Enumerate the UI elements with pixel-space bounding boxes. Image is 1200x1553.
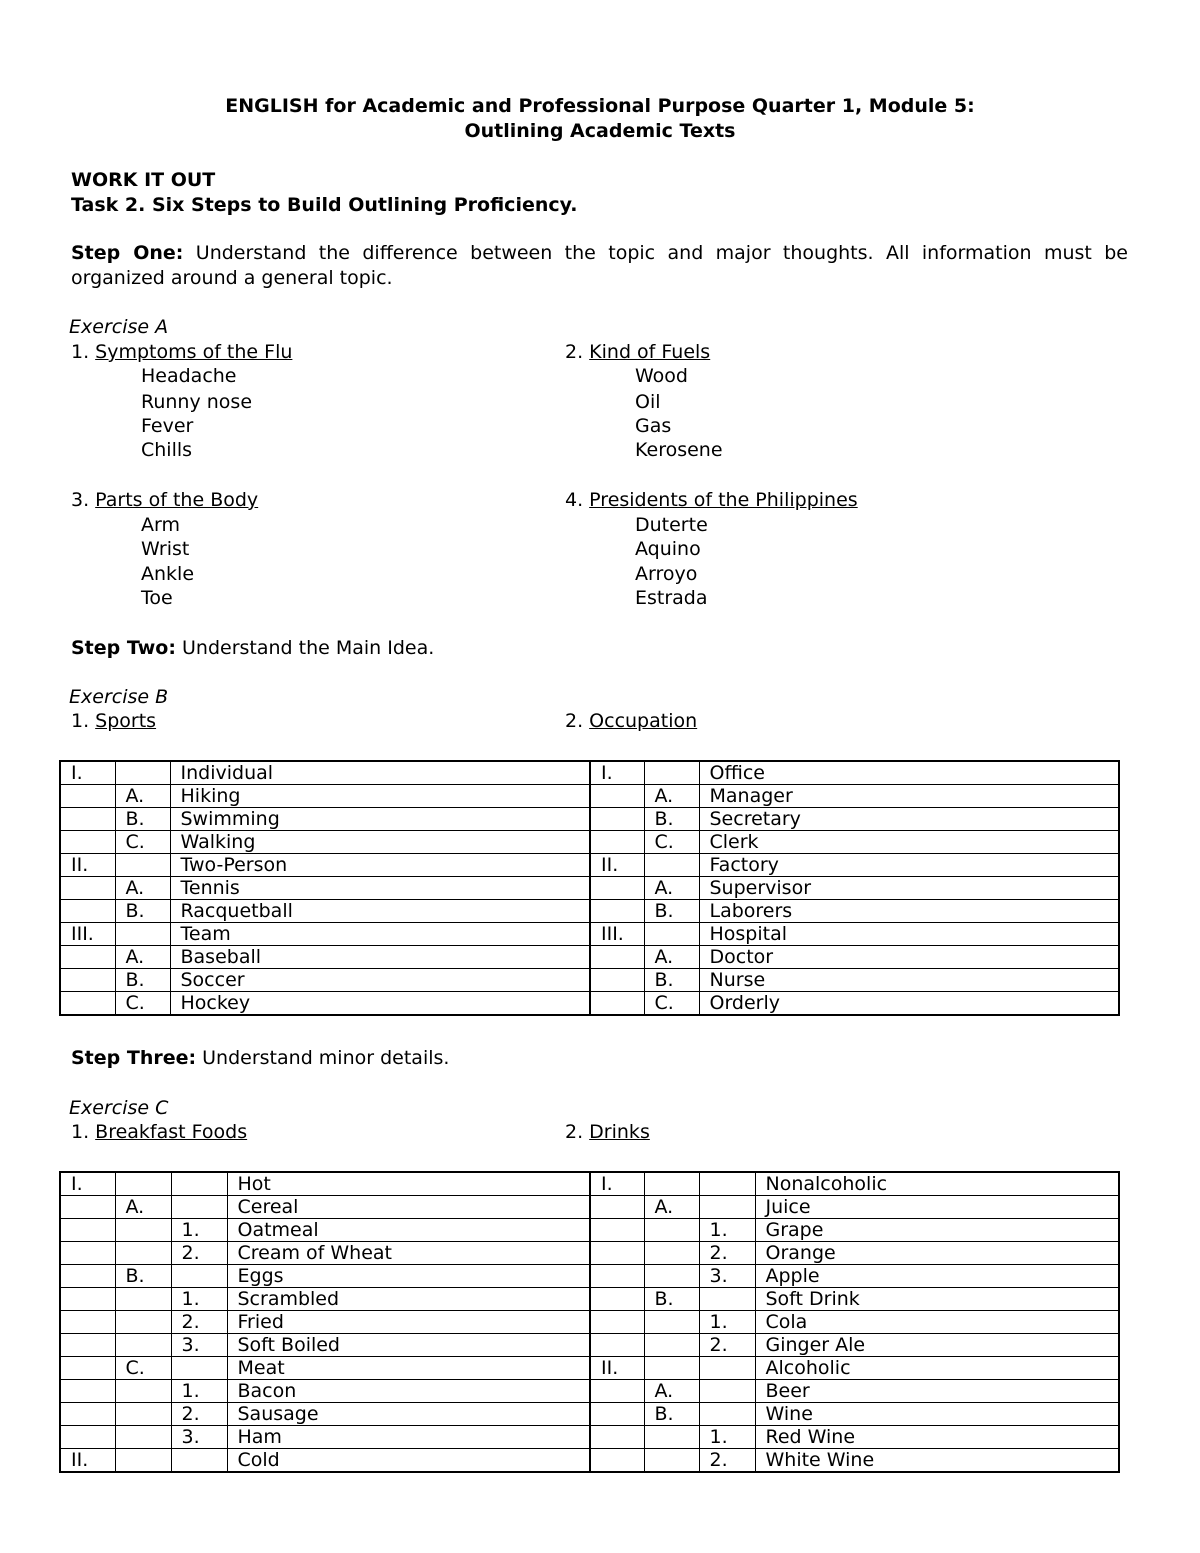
topic-label: Occupation — [589, 710, 698, 732]
table-cell — [171, 1265, 227, 1288]
table-cell: 1. — [171, 1219, 227, 1242]
table-cell — [590, 877, 644, 900]
topic-number: 3. — [71, 489, 96, 511]
table-cell — [60, 946, 115, 969]
topic-number: 1. — [71, 1121, 96, 1143]
exercise-a-topic-4 — [565, 488, 858, 512]
table-cell: Soccer — [170, 969, 590, 992]
table-cell — [115, 1426, 171, 1449]
table-cell: 1. — [171, 1288, 227, 1311]
table-cell: I. — [60, 1172, 115, 1196]
topic-number: 4. — [565, 489, 590, 511]
table-cell — [115, 1334, 171, 1357]
table-cell: Baseball — [170, 946, 590, 969]
table-cell: 3. — [171, 1426, 227, 1449]
exercise-b-topic-1 — [71, 709, 156, 733]
topic-label: Parts of the Body — [95, 489, 259, 511]
topic-label: Symptoms of the Flu — [95, 341, 293, 363]
table-cell — [115, 854, 170, 877]
table-row — [60, 900, 1119, 923]
exercise-a-item: Duterte — [635, 514, 708, 536]
table-cell: 2. — [171, 1403, 227, 1426]
table-cell — [60, 1242, 115, 1265]
table-row — [60, 1403, 1119, 1426]
table-row — [60, 1172, 1119, 1196]
table-cell: C. — [115, 1357, 171, 1380]
table-cell: II. — [590, 854, 644, 877]
table-cell: Swimming — [170, 808, 590, 831]
table-cell: 2. — [699, 1449, 755, 1473]
table-cell — [60, 1357, 115, 1380]
table-cell — [590, 1449, 644, 1473]
topic-number: 1. — [71, 341, 96, 363]
table-cell: 1. — [699, 1311, 755, 1334]
table-cell — [171, 1172, 227, 1196]
table-cell — [115, 1242, 171, 1265]
table-cell: Juice — [755, 1196, 1119, 1219]
table-cell: Hockey — [170, 992, 590, 1016]
table-cell — [60, 1311, 115, 1334]
table-cell: II. — [590, 1357, 644, 1380]
table-cell: Manager — [699, 785, 1119, 808]
table-cell: A. — [115, 785, 170, 808]
table-cell — [115, 1172, 171, 1196]
table-cell — [590, 1265, 644, 1288]
table-cell: 2. — [171, 1311, 227, 1334]
exercise-a-item: Estrada — [635, 587, 708, 609]
table-cell — [644, 1242, 699, 1265]
table-row — [60, 761, 1119, 785]
table-cell: Team — [170, 923, 590, 946]
table-cell: A. — [115, 877, 170, 900]
table-cell — [60, 1219, 115, 1242]
table-cell — [644, 1219, 699, 1242]
table-cell — [590, 808, 644, 831]
table-cell — [60, 1426, 115, 1449]
table-row — [60, 1426, 1119, 1449]
topic-label: Breakfast Foods — [95, 1121, 248, 1143]
step-two-paragraph — [71, 636, 434, 660]
table-cell: II. — [60, 1449, 115, 1473]
table-cell: C. — [644, 831, 699, 854]
step-one-label: Step One: — [71, 242, 184, 264]
exercise-a-item: Fever — [141, 415, 194, 437]
table-cell: Secretary — [699, 808, 1119, 831]
exercise-a-item: Wrist — [141, 538, 190, 560]
table-cell — [60, 831, 115, 854]
table-cell — [115, 1403, 171, 1426]
table-cell: A. — [644, 1380, 699, 1403]
table-cell — [115, 1288, 171, 1311]
step-two-label: Step Two: — [71, 637, 176, 659]
exercise-a-title: Exercise A — [69, 316, 169, 338]
exercise-a-topic-3 — [71, 488, 258, 512]
table-cell — [115, 761, 170, 785]
table-cell: 2. — [699, 1242, 755, 1265]
table-cell: C. — [115, 831, 170, 854]
table-row — [60, 923, 1119, 946]
table-cell — [590, 831, 644, 854]
topic-label: Sports — [95, 710, 157, 732]
table-cell — [644, 923, 699, 946]
table-cell — [115, 1219, 171, 1242]
exercise-a-item: Headache — [141, 365, 237, 387]
exercise-c-topic-1 — [71, 1120, 247, 1144]
table-cell: B. — [644, 1403, 699, 1426]
table-cell: Supervisor — [699, 877, 1119, 900]
table-cell: C. — [115, 992, 170, 1016]
table-row — [60, 1357, 1119, 1380]
table-cell — [644, 1311, 699, 1334]
table-cell — [644, 854, 699, 877]
exercise-a-topic-2 — [565, 340, 710, 364]
exercise-a-item: Runny nose — [141, 391, 253, 413]
table-cell: Walking — [170, 831, 590, 854]
table-cell: Hospital — [699, 923, 1119, 946]
table-row — [60, 1334, 1119, 1357]
table-cell: Orange — [755, 1242, 1119, 1265]
table-cell — [644, 1334, 699, 1357]
step-three-label: Step Three: — [71, 1047, 197, 1069]
exercise-c-topic-2 — [565, 1120, 650, 1144]
table-cell: Ham — [227, 1426, 590, 1449]
table-cell — [644, 1172, 699, 1196]
exercise-a-topic-1 — [71, 340, 292, 364]
table-cell — [590, 1380, 644, 1403]
document-title: ENGLISH for Academic and Professional Purpose Quarter 1, Module 5: — [225, 95, 975, 117]
table-cell: Soft Drink — [755, 1288, 1119, 1311]
table-cell: Factory — [699, 854, 1119, 877]
table-cell: B. — [644, 900, 699, 923]
table-cell — [115, 1449, 171, 1473]
table-cell — [60, 808, 115, 831]
table-cell: 2. — [699, 1334, 755, 1357]
table-cell: Laborers — [699, 900, 1119, 923]
table-cell — [699, 1172, 755, 1196]
table-cell: Beer — [755, 1380, 1119, 1403]
exercise-a-item: Aquino — [635, 538, 701, 560]
exercise-a-item: Arroyo — [635, 563, 698, 585]
table-cell: Scrambled — [227, 1288, 590, 1311]
table-cell: I. — [590, 761, 644, 785]
exercise-a-item: Kerosene — [635, 439, 723, 461]
table-cell: Ginger Ale — [755, 1334, 1119, 1357]
table-cell: I. — [590, 1172, 644, 1196]
table-cell — [171, 1357, 227, 1380]
table-row — [60, 1219, 1119, 1242]
table-cell: A. — [115, 1196, 171, 1219]
table-cell — [590, 1334, 644, 1357]
table-cell — [60, 1265, 115, 1288]
table-cell: Oatmeal — [227, 1219, 590, 1242]
table-row — [60, 1242, 1119, 1265]
exercise-a-item: Gas — [635, 415, 672, 437]
table-row — [60, 877, 1119, 900]
table-cell: A. — [644, 946, 699, 969]
exercise-a-item: Chills — [141, 439, 193, 461]
table-row — [60, 1196, 1119, 1219]
table-cell: B. — [115, 900, 170, 923]
table-cell — [590, 785, 644, 808]
table-cell: Alcoholic — [755, 1357, 1119, 1380]
table-cell — [590, 969, 644, 992]
table-cell: A. — [644, 785, 699, 808]
table-cell — [699, 1403, 755, 1426]
exercise-c-outline-table — [59, 1171, 1120, 1473]
table-cell — [590, 992, 644, 1016]
table-row — [60, 992, 1119, 1016]
table-cell: B. — [115, 808, 170, 831]
table-cell — [699, 1380, 755, 1403]
exercise-a-item: Arm — [141, 514, 180, 536]
table-cell: Eggs — [227, 1265, 590, 1288]
table-cell — [171, 1449, 227, 1473]
exercise-b-outline-table — [59, 760, 1120, 1016]
table-row — [60, 831, 1119, 854]
topic-number: 2. — [565, 1121, 590, 1143]
table-row — [60, 969, 1119, 992]
table-cell: A. — [644, 877, 699, 900]
table-cell — [60, 900, 115, 923]
table-cell — [60, 1403, 115, 1426]
topic-number: 1. — [71, 710, 96, 732]
table-cell: Cream of Wheat — [227, 1242, 590, 1265]
table-cell: Grape — [755, 1219, 1119, 1242]
table-cell — [590, 1426, 644, 1449]
table-cell: B. — [644, 1288, 699, 1311]
table-cell: Nonalcoholic — [755, 1172, 1119, 1196]
table-cell: Wine — [755, 1403, 1119, 1426]
table-cell: II. — [60, 854, 115, 877]
table-cell: 1. — [171, 1380, 227, 1403]
table-cell — [590, 1311, 644, 1334]
table-cell — [60, 877, 115, 900]
exercise-b-title: Exercise B — [69, 686, 169, 708]
table-cell: 3. — [171, 1334, 227, 1357]
table-row — [60, 1288, 1119, 1311]
table-cell: Hiking — [170, 785, 590, 808]
topic-number: 2. — [565, 341, 590, 363]
exercise-a-item: Toe — [141, 587, 173, 609]
table-row — [60, 785, 1119, 808]
table-cell: III. — [60, 923, 115, 946]
table-cell: A. — [644, 1196, 699, 1219]
table-cell: Sausage — [227, 1403, 590, 1426]
table-cell — [115, 1380, 171, 1403]
document-subtitle: Outlining Academic Texts — [464, 120, 736, 142]
table-cell — [644, 1449, 699, 1473]
exercise-a-item: Wood — [635, 365, 688, 387]
table-cell — [115, 923, 170, 946]
step-one-text: Understand the difference between the topic and major thoughts. All information must be organized around a general topic. — [71, 242, 1128, 289]
exercise-b-topic-2 — [565, 709, 697, 733]
table-row — [60, 946, 1119, 969]
table-cell: Doctor — [699, 946, 1119, 969]
step-three-text: Understand minor details. — [196, 1047, 450, 1069]
table-cell: A. — [115, 946, 170, 969]
table-cell: Bacon — [227, 1380, 590, 1403]
table-row — [60, 854, 1119, 877]
table-row — [60, 1380, 1119, 1403]
topic-number: 2. — [565, 710, 590, 732]
table-cell — [590, 900, 644, 923]
table-cell — [590, 946, 644, 969]
table-cell: Soft Boiled — [227, 1334, 590, 1357]
topic-label: Presidents of the Philippines — [589, 489, 858, 511]
table-cell: C. — [644, 992, 699, 1016]
table-cell — [60, 785, 115, 808]
table-cell: Fried — [227, 1311, 590, 1334]
table-cell — [60, 969, 115, 992]
table-cell: I. — [60, 761, 115, 785]
table-cell — [590, 1403, 644, 1426]
table-cell — [644, 1265, 699, 1288]
table-cell: Orderly — [699, 992, 1119, 1016]
table-cell: Tennis — [170, 877, 590, 900]
table-cell: Cola — [755, 1311, 1119, 1334]
table-cell: B. — [644, 808, 699, 831]
table-cell: B. — [644, 969, 699, 992]
table-cell: B. — [115, 969, 170, 992]
table-cell — [590, 1196, 644, 1219]
step-three-paragraph — [71, 1046, 449, 1070]
table-cell — [699, 1288, 755, 1311]
table-cell: 2. — [171, 1242, 227, 1265]
table-cell: Nurse — [699, 969, 1119, 992]
table-cell — [60, 1380, 115, 1403]
table-cell: 3. — [699, 1265, 755, 1288]
table-cell — [115, 1311, 171, 1334]
table-cell: Apple — [755, 1265, 1119, 1288]
table-cell: III. — [590, 923, 644, 946]
table-cell — [590, 1242, 644, 1265]
table-cell: 1. — [699, 1426, 755, 1449]
table-cell: Office — [699, 761, 1119, 785]
step-two-text: Understand the Main Idea. — [175, 637, 435, 659]
step-one-paragraph — [71, 241, 1128, 291]
table-cell — [590, 1288, 644, 1311]
table-cell: Cereal — [227, 1196, 590, 1219]
table-row — [60, 1265, 1119, 1288]
table-cell — [60, 1196, 115, 1219]
table-cell — [60, 1288, 115, 1311]
table-row — [60, 808, 1119, 831]
topic-label: Drinks — [589, 1121, 650, 1143]
exercise-a-item: Ankle — [141, 563, 195, 585]
table-cell: Hot — [227, 1172, 590, 1196]
exercise-c-title: Exercise C — [69, 1097, 169, 1119]
table-cell: Two-Person — [170, 854, 590, 877]
table-cell — [644, 761, 699, 785]
table-cell — [590, 1219, 644, 1242]
table-cell: Red Wine — [755, 1426, 1119, 1449]
table-cell: Clerk — [699, 831, 1119, 854]
table-cell: Cold — [227, 1449, 590, 1473]
table-cell: White Wine — [755, 1449, 1119, 1473]
table-cell: B. — [115, 1265, 171, 1288]
table-cell — [644, 1426, 699, 1449]
table-cell — [60, 1334, 115, 1357]
exercise-a-item: Oil — [635, 391, 661, 413]
topic-label: Kind of Fuels — [589, 341, 711, 363]
table-cell: Racquetball — [170, 900, 590, 923]
table-cell: Meat — [227, 1357, 590, 1380]
section-heading: WORK IT OUT — [71, 169, 216, 191]
table-row — [60, 1311, 1119, 1334]
task-heading: Task 2. Six Steps to Build Outlining Proficiency. — [71, 194, 578, 216]
table-cell: 1. — [699, 1219, 755, 1242]
table-cell — [699, 1357, 755, 1380]
table-cell — [60, 992, 115, 1016]
table-cell — [699, 1196, 755, 1219]
table-cell — [171, 1196, 227, 1219]
table-cell — [644, 1357, 699, 1380]
table-row — [60, 1449, 1119, 1473]
table-cell: Individual — [170, 761, 590, 785]
